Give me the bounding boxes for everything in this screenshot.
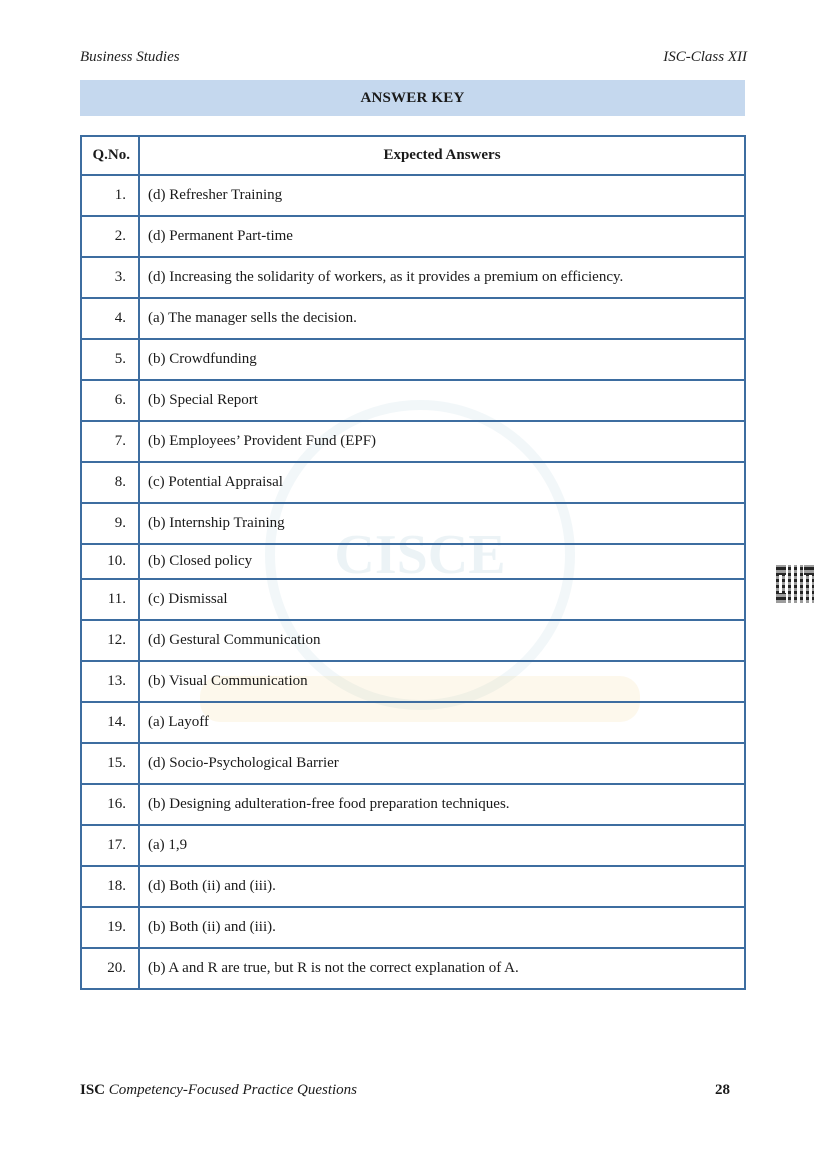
expected-answer: (b) Internship Training: [139, 503, 745, 544]
table-row: [81, 421, 745, 462]
question-number: 15.: [81, 743, 139, 784]
table-row: [81, 620, 745, 661]
question-number: 5.: [81, 339, 139, 380]
question-number: 14.: [81, 702, 139, 743]
expected-answer: (a) 1,9: [139, 825, 745, 866]
table-row: [81, 175, 745, 216]
table-row: [81, 257, 745, 298]
question-number: 18.: [81, 866, 139, 907]
table-row: [81, 462, 745, 503]
expected-answer: (a) Layoff: [139, 702, 745, 743]
table-row: [81, 784, 745, 825]
expected-answer: (b) Employees’ Provident Fund (EPF): [139, 421, 745, 462]
question-number: 7.: [81, 421, 139, 462]
expected-answer: (d) Increasing the solidarity of workers, as it provides a premium on efficiency.: [139, 257, 745, 298]
question-number: 3.: [81, 257, 139, 298]
expected-answer: (d) Permanent Part-time: [139, 216, 745, 257]
expected-answer: (c) Potential Appraisal: [139, 462, 745, 503]
page-number: 28: [715, 1082, 730, 1098]
table-row: [81, 544, 745, 579]
expected-answer: (d) Refresher Training: [139, 175, 745, 216]
answer-table: [80, 135, 746, 990]
table-row: [81, 298, 745, 339]
expected-answer: (a) The manager sells the decision.: [139, 298, 745, 339]
question-number: 17.: [81, 825, 139, 866]
expected-answer: (b) Designing adulteration-free food preparation techniques.: [139, 784, 745, 825]
question-number: 10.: [81, 544, 139, 579]
question-number: 12.: [81, 620, 139, 661]
table-row: [81, 661, 745, 702]
expected-answer: (b) A and R are true, but R is not the correct explanation of A.: [139, 948, 745, 989]
table-row: [81, 339, 745, 380]
column-header-qno: Q.No.: [81, 136, 139, 175]
table-row: [81, 866, 745, 907]
expected-answer: (d) Gestural Communication: [139, 620, 745, 661]
footer-brand: ISC: [80, 1082, 106, 1098]
expected-answer: (b) Both (ii) and (iii).: [139, 907, 745, 948]
question-number: 19.: [81, 907, 139, 948]
question-number: 6.: [81, 380, 139, 421]
table-row: [81, 380, 745, 421]
table-row: [81, 702, 745, 743]
question-number: 1.: [81, 175, 139, 216]
question-number: 9.: [81, 503, 139, 544]
table-row: [81, 216, 745, 257]
question-number: 4.: [81, 298, 139, 339]
header-subject: Business Studies: [80, 49, 180, 65]
table-row: [81, 743, 745, 784]
header-class: ISC-Class XII: [663, 49, 747, 65]
expected-answer: (c) Dismissal: [139, 579, 745, 620]
table-row: [81, 907, 745, 948]
question-number: 16.: [81, 784, 139, 825]
table-row: [81, 579, 745, 620]
question-number: 8.: [81, 462, 139, 503]
question-number: 11.: [81, 579, 139, 620]
table-row: [81, 948, 745, 989]
answer-key-title: ANSWER KEY: [80, 80, 745, 116]
question-number: 20.: [81, 948, 139, 989]
table-header-row: [81, 136, 745, 175]
expected-answer: (b) Crowdfunding: [139, 339, 745, 380]
table-row: [81, 825, 745, 866]
expected-answer: (b) Visual Communication: [139, 661, 745, 702]
expected-answer: (d) Both (ii) and (iii).: [139, 866, 745, 907]
table-row: [81, 503, 745, 544]
cisce-watermark: CISCE: [265, 400, 575, 710]
expected-answer: (b) Special Report: [139, 380, 745, 421]
footer-subtitle: Competency-Focused Practice Questions: [108, 1082, 358, 1098]
answer-rows: [81, 175, 745, 989]
column-header-answers: Expected Answers: [139, 136, 745, 175]
expected-answer: (b) Closed policy: [139, 544, 745, 579]
question-number: 13.: [81, 661, 139, 702]
footer-title: [80, 1082, 357, 1099]
expected-answer: (d) Socio-Psychological Barrier: [139, 743, 745, 784]
question-number: 2.: [81, 216, 139, 257]
qr-code-icon[interactable]: [776, 565, 814, 603]
